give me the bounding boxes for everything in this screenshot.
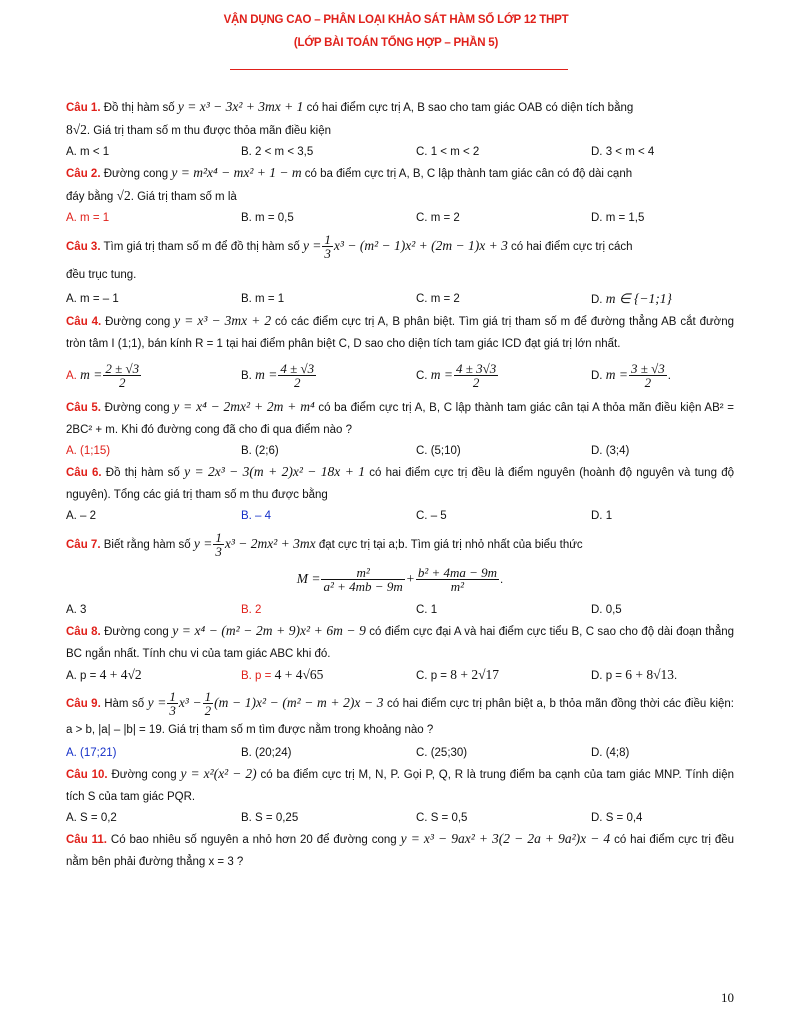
option-b[interactable]: B. S = 0,25 bbox=[241, 812, 299, 825]
question-4 bbox=[66, 310, 734, 355]
numerator: 4 ± √3 bbox=[280, 361, 315, 377]
formula: 8 + 2√17 bbox=[450, 667, 499, 682]
option-d[interactable]: D. (4;8) bbox=[591, 747, 630, 760]
formula: y = x⁴ − 2mx² + 2m + m⁴ bbox=[173, 399, 315, 414]
question-text: Đường cong bbox=[105, 316, 171, 328]
question-8 bbox=[66, 620, 734, 665]
question-label: Câu 7. bbox=[66, 539, 101, 551]
option-b[interactable]: B. m = 0,5 bbox=[241, 212, 294, 224]
denominator: 2 bbox=[118, 375, 126, 391]
options-row bbox=[66, 506, 734, 526]
option-a[interactable]: A. m < 1 bbox=[66, 146, 110, 158]
formula: y = x²(x² − 2) bbox=[180, 766, 257, 782]
numerator: 1 bbox=[169, 689, 176, 705]
numerator: 4 ± 3√3 bbox=[455, 361, 497, 377]
question-text: Đường cong bbox=[103, 168, 169, 180]
options-row bbox=[66, 600, 734, 620]
options-row bbox=[66, 808, 734, 828]
option-b[interactable]: B. – 4 bbox=[241, 510, 272, 522]
title-divider bbox=[230, 69, 568, 70]
option-letter: D. p = bbox=[591, 670, 623, 682]
question-text: Đường cong bbox=[104, 402, 170, 414]
question-text: có ba điểm cực trị M, N, P. Gọi P, Q, R là trung điểm ba cạnh của tam giác MNP. Tính diện tích S của tam giác PQR. bbox=[66, 769, 734, 804]
options-row bbox=[66, 355, 734, 396]
fraction bbox=[213, 531, 224, 558]
numerator: 2 ± √3 bbox=[105, 361, 140, 377]
question-text: đạt cực trị tại a;b. Tìm giá trị nhỏ nhất của biểu thức bbox=[318, 539, 583, 551]
numerator: 1 bbox=[324, 232, 331, 248]
option-letter: A. p = bbox=[66, 670, 97, 682]
denominator: m² bbox=[450, 579, 465, 595]
option-d[interactable]: D. S = 0,4 bbox=[591, 812, 643, 825]
denominator: 3 bbox=[324, 246, 331, 262]
denominator: 3 bbox=[169, 703, 176, 719]
options-row bbox=[66, 142, 734, 162]
numerator: 1 bbox=[204, 689, 212, 705]
formula: + bbox=[405, 571, 415, 586]
formula: y = x⁴ − (m² − 2m + 9)x² + 6m − 9 bbox=[172, 623, 366, 638]
formula: y = x³ − 9ax² + 3(2 − 2a + 9a²)x − 4 bbox=[400, 831, 611, 847]
question-label: Câu 11. bbox=[66, 834, 107, 847]
formula: √2 bbox=[116, 188, 131, 203]
formula: y = x³ − 3mx + 2 bbox=[174, 313, 272, 328]
denominator: 2 bbox=[204, 703, 212, 719]
formula: y = m²x⁴ − mx² + 1 − m bbox=[171, 165, 302, 180]
fraction bbox=[278, 362, 316, 389]
option-b[interactable]: B. 2 bbox=[241, 604, 262, 616]
question-text: Tìm giá trị tham số m để đồ thị hàm số bbox=[103, 241, 300, 253]
fraction bbox=[103, 362, 141, 389]
numerator: 1 bbox=[215, 530, 222, 546]
option-c[interactable]: C. (5;10) bbox=[416, 445, 461, 457]
question-text: có hai điểm cực trị đều nằm bên phải đường thẳng x = 3 ? bbox=[66, 834, 735, 869]
option-a[interactable]: A. (1;15) bbox=[66, 445, 111, 457]
option-a[interactable]: A. 3 bbox=[66, 604, 87, 616]
question-text: có điểm cực đại A và hai điểm cực tiểu B, C sao cho độ dài đoạn thẳng BC ngắn nhất. Tính chu vi của tam giác ABC khi đó. bbox=[66, 626, 735, 660]
fraction bbox=[203, 690, 214, 717]
option-letter: C. p = bbox=[416, 670, 448, 682]
option-c[interactable] bbox=[416, 355, 591, 396]
formula: m = bbox=[255, 367, 278, 382]
question-label: Câu 2. bbox=[66, 168, 101, 180]
denominator: 2 bbox=[472, 375, 480, 391]
question-text: Có bao nhiêu số nguyên a nhỏ hơn 20 để đường cong bbox=[110, 834, 397, 847]
option-d[interactable]: D. (3;4) bbox=[591, 445, 630, 457]
question-text: có ba điểm cực trị A, B, C lập thành tam giác cân tại A thỏa mãn điều kiện AB² = 2BC² + m. Khi đó đường cong đã cho đi qua điểm nào ? bbox=[66, 402, 734, 436]
expression-M: M = $\frac{\text{m²}}{\text{a² + 4mb − 9m}}$ + $\frac{\text{b² + 4ma − 9m}}{\text{m²}}$ . bbox=[296, 565, 504, 595]
question-text: có hai điểm cực trị phân biệt a, b thỏa mãn đồng thời các điều kiện: a > b, |a| – |b| = 19. Giá trị tham số m tìm được nằm trong khoảng nào ? bbox=[66, 698, 734, 737]
fraction bbox=[167, 690, 178, 717]
option-letter: D. bbox=[591, 294, 603, 306]
question-text: Đồ thị hàm số bbox=[105, 467, 180, 479]
doc-subtitle: (LỚP BÀI TOÁN TỔNG HỢP – PHẦN 5) bbox=[293, 37, 499, 49]
option-d[interactable]: D. 1 bbox=[591, 510, 613, 522]
question-3 bbox=[66, 232, 734, 289]
options-row bbox=[66, 289, 734, 310]
option-c[interactable]: C. 1 < m < 2 bbox=[416, 146, 480, 158]
option-c[interactable]: C. m = 2 bbox=[416, 293, 460, 305]
option-a[interactable]: A. m = – 1 bbox=[66, 293, 119, 305]
option-a[interactable] bbox=[66, 355, 241, 396]
question-text: . Giá trị tham số m thu được thỏa mãn điều kiện bbox=[86, 125, 331, 137]
option-d[interactable]: D. 3 < m < 4 bbox=[591, 146, 655, 158]
denominator: 2 bbox=[644, 375, 652, 391]
question-text: . Giá trị tham số m là bbox=[130, 191, 237, 203]
question-text: có hai điểm cực trị cách bbox=[511, 241, 633, 253]
formula: y = x³ − 3x² + 3mx + 1 bbox=[177, 99, 304, 114]
option-b[interactable]: B. (2;6) bbox=[241, 445, 279, 457]
question-label: Câu 1. bbox=[66, 102, 101, 114]
question-6 bbox=[66, 461, 734, 506]
question-label: Câu 5. bbox=[66, 402, 101, 414]
question-text: Đường cong bbox=[111, 769, 177, 782]
question-2 bbox=[66, 162, 734, 208]
question-text: có hai điểm cực trị A, B sao cho tam giác OAB có diện tích bằng bbox=[306, 102, 634, 114]
page-number: 10 bbox=[721, 990, 734, 1005]
option-a[interactable]: A. S = 0,2 bbox=[66, 812, 117, 825]
option-d[interactable] bbox=[591, 289, 731, 310]
option-b[interactable] bbox=[241, 355, 416, 396]
question-text: có ba điểm cực trị A, B, C lập thành tam giác cân có độ dài cạnh bbox=[304, 168, 633, 180]
option-letter: B. p = bbox=[241, 670, 272, 682]
option-c[interactable] bbox=[416, 665, 591, 686]
question-text: Đường cong bbox=[104, 626, 169, 638]
question-label: Câu 3. bbox=[66, 241, 101, 253]
numerator: m² bbox=[321, 566, 404, 580]
fraction bbox=[321, 566, 404, 593]
option-b[interactable] bbox=[241, 665, 416, 686]
question-text: Hàm số bbox=[104, 698, 145, 710]
options-row bbox=[66, 441, 734, 461]
formula: x³ − 2mx² + 3mx bbox=[224, 536, 316, 551]
formula: 6 + 8√13 bbox=[625, 667, 674, 682]
question-label: Câu 8. bbox=[66, 626, 101, 638]
option-c[interactable]: C. m = 2 bbox=[416, 212, 460, 224]
option-c[interactable]: C. 1 bbox=[416, 604, 438, 616]
question-11 bbox=[66, 828, 734, 873]
fraction bbox=[322, 233, 333, 260]
option-letter: B. bbox=[241, 370, 252, 382]
option-d[interactable]: D. p = 6 + 8√13. bbox=[591, 665, 731, 686]
option-c[interactable]: C. S = 0,5 bbox=[416, 812, 468, 825]
denominator: 2 bbox=[293, 375, 301, 391]
doc-title: VẬN DỤNG CAO – PHÂN LOẠI KHẢO SÁT HÀM SỐ LỚP 12 THPT bbox=[223, 14, 569, 26]
question-text: đều trục tung. bbox=[66, 269, 137, 281]
options-row bbox=[66, 665, 734, 686]
formula: 4 + 4√2 bbox=[99, 667, 142, 682]
numerator: 3 ± √3 bbox=[630, 361, 665, 377]
formula: y = bbox=[147, 695, 167, 710]
formula: (m − 1)x² − (m² − m + 2)x − 3 bbox=[214, 695, 384, 710]
option-letter: D. bbox=[591, 370, 603, 382]
formula: m = bbox=[80, 367, 103, 382]
fraction bbox=[454, 362, 498, 389]
question-list bbox=[66, 96, 734, 873]
formula: x³ − (m² − 1)x² + (2m − 1)x + 3 bbox=[333, 238, 508, 253]
option-c[interactable]: C. (25;30) bbox=[416, 747, 468, 760]
option-d[interactable]: D. m = 1,5 bbox=[591, 212, 645, 224]
option-b[interactable]: B. 2 < m < 3,5 bbox=[241, 146, 314, 158]
option-a[interactable] bbox=[66, 665, 241, 686]
option-d[interactable]: D. m = $\frac{3 \pm √3}{2}$ . bbox=[591, 355, 731, 396]
options-row bbox=[66, 743, 734, 763]
formula: M = bbox=[296, 571, 321, 586]
question-text: Biết rằng hàm số bbox=[103, 539, 191, 551]
option-letter: A. bbox=[66, 370, 77, 382]
option-b[interactable]: B. m = 1 bbox=[241, 293, 285, 305]
option-d[interactable]: D. 0,5 bbox=[591, 604, 622, 616]
option-letter: C. bbox=[416, 370, 428, 382]
denominator: 3 bbox=[215, 544, 222, 560]
options-row bbox=[66, 208, 734, 228]
question-label: Câu 6. bbox=[66, 467, 102, 479]
formula: m ∈ {−1;1} bbox=[605, 291, 672, 306]
denominator: a² + 4mb − 9m bbox=[323, 579, 403, 595]
numerator: b² + 4ma − 9m bbox=[417, 565, 498, 581]
formula: 8√2 bbox=[66, 122, 87, 137]
formula: y = bbox=[302, 238, 322, 253]
option-a[interactable]: A. (17;21) bbox=[66, 747, 117, 760]
question-5 bbox=[66, 396, 734, 441]
option-c[interactable]: C. – 5 bbox=[416, 510, 447, 522]
question-label: Câu 9. bbox=[66, 698, 101, 710]
formula: y = 2x³ − 3(m + 2)x² − 18x + 1 bbox=[184, 464, 365, 479]
formula: y = bbox=[193, 536, 213, 551]
question-label: Câu 10. bbox=[66, 769, 108, 782]
formula: m = bbox=[605, 367, 628, 382]
question-9 bbox=[66, 690, 734, 743]
question-text: có các điểm cực trị A, B phân biệt. Tìm giá trị tham số m để đường thẳng AB cắt đường tròn tâm I (1;1), bán kính R = 1 tại hai điểm phân biệt C, D sao cho diện tích tam giác ICD đạt giá trị lớn nhất. bbox=[66, 316, 734, 350]
question-label: Câu 4. bbox=[66, 316, 102, 328]
question-text: đáy bằng bbox=[66, 191, 114, 203]
option-b[interactable]: B. (20;24) bbox=[241, 747, 292, 760]
option-a[interactable]: A. – 2 bbox=[66, 510, 97, 522]
question-text: Đồ thị hàm số bbox=[103, 102, 175, 114]
formula: m = bbox=[430, 367, 453, 382]
fraction bbox=[416, 566, 499, 593]
question-1 bbox=[66, 96, 734, 142]
formula: 4 + 4√65 bbox=[274, 667, 324, 682]
question-10 bbox=[66, 763, 734, 808]
option-a[interactable]: A. m = 1 bbox=[66, 212, 110, 224]
question-7 bbox=[66, 530, 734, 559]
formula: x³ − bbox=[178, 695, 202, 710]
question-text: có hai điểm cực trị đều là điểm nguyên (hoành độ nguyên và tung độ nguyên). Tổng các giá trị tham số m thu được bằng bbox=[66, 467, 734, 501]
fraction bbox=[629, 362, 667, 389]
